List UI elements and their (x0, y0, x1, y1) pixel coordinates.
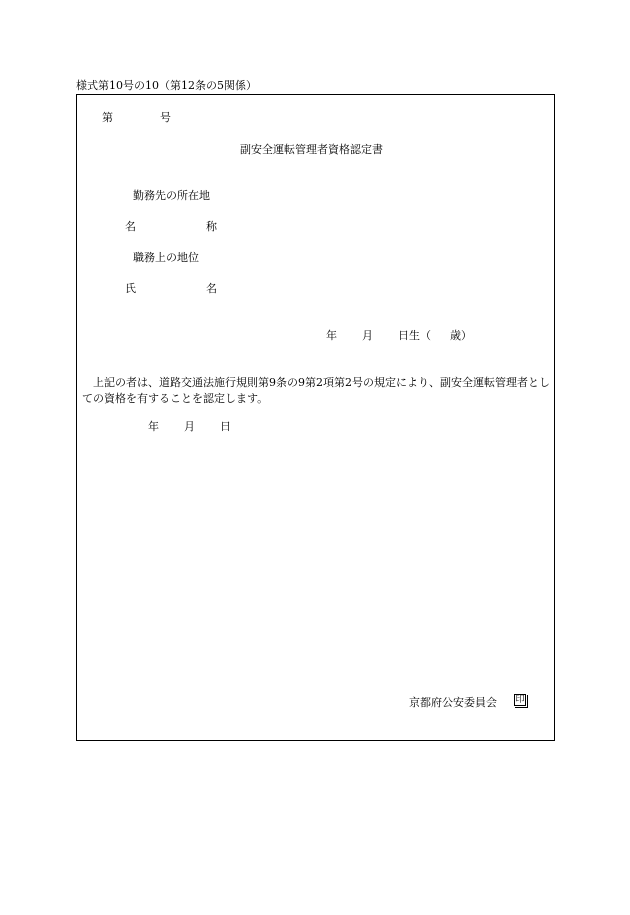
form-id: 様式第10号の10（第12条の5関係） (76, 79, 257, 92)
field-person-label-2: 名 (206, 282, 217, 295)
document-title: 副安全運転管理者資格認定書 (240, 143, 383, 156)
field-person-label-1: 氏 (125, 282, 136, 295)
number-suffix: 号 (160, 111, 171, 124)
issue-month: 月 (184, 420, 195, 433)
birth-month: 月 (362, 329, 373, 342)
certification-statement: 上記の者は、道路交通法施行規則第9条の9第2項第2号の規定により、副安全運転管理者としての資格を有することを認定します。 (82, 376, 550, 405)
issuer-name: 京都府公安委員会 (409, 696, 497, 709)
birth-day: 日生（ (398, 329, 431, 342)
number-prefix: 第 (102, 111, 113, 124)
field-name-label-1: 名 (125, 220, 136, 233)
seal-icon: 印 (515, 695, 525, 705)
issue-year: 年 (148, 420, 159, 433)
issue-day: 日 (220, 420, 231, 433)
field-workplace-location: 勤務先の所在地 (133, 189, 210, 202)
field-position: 職務上の地位 (133, 251, 199, 264)
field-name-label-2: 称 (206, 220, 217, 233)
birth-age: 歳） (450, 329, 472, 342)
birth-year: 年 (326, 329, 337, 342)
